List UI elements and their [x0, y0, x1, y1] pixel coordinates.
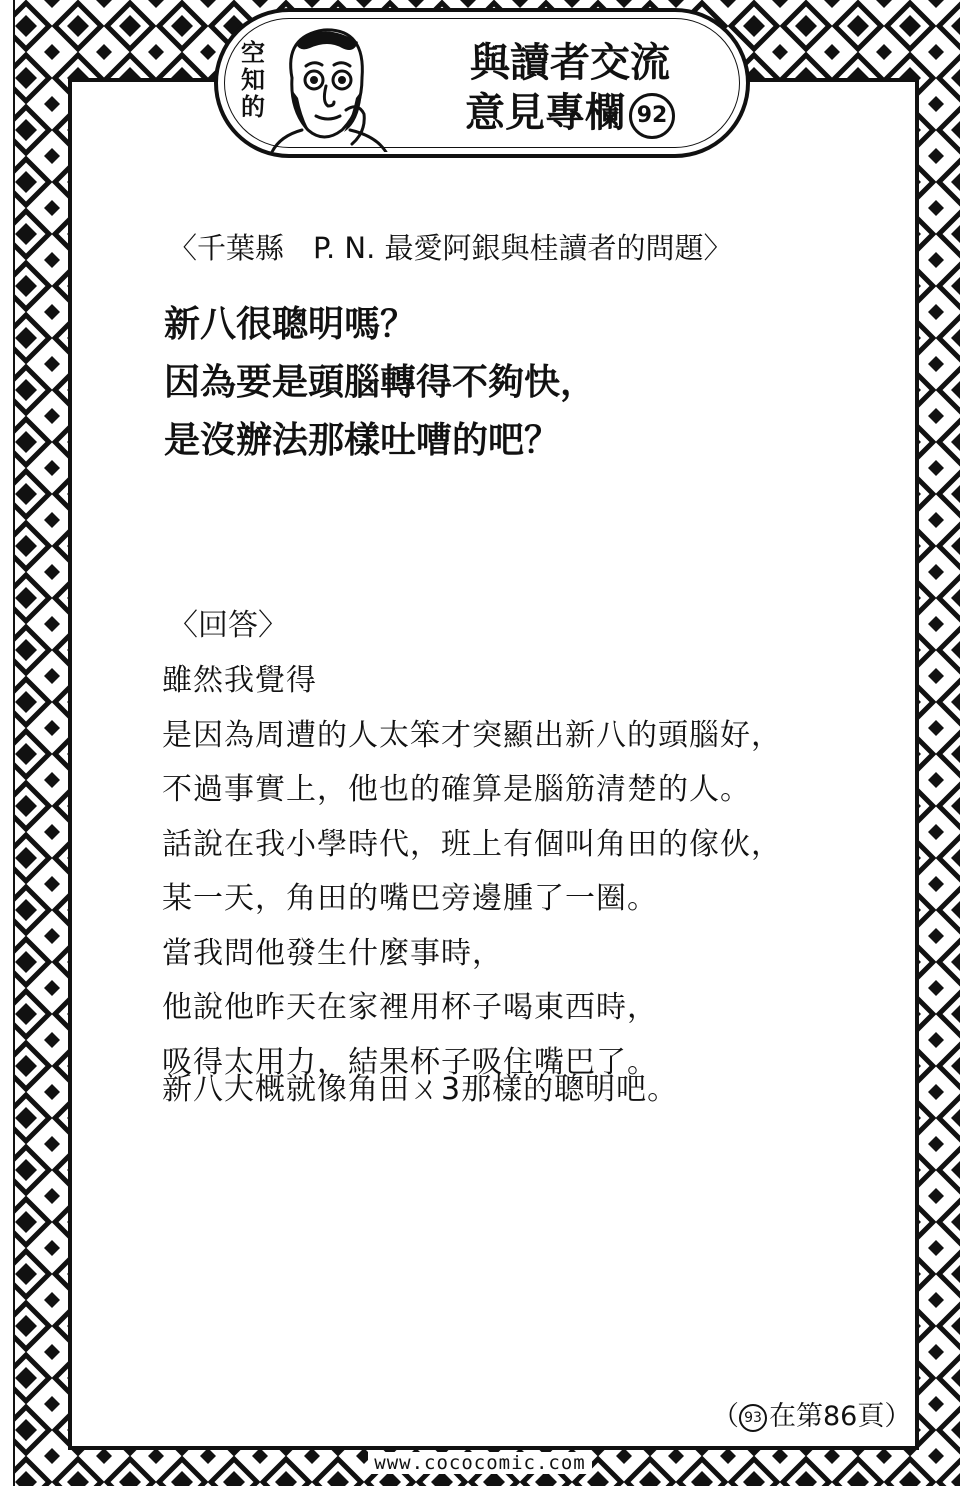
- footnote-number-badge: 93: [739, 1404, 767, 1432]
- reader-source-line: 〈千葉縣 P. N. 最愛阿銀與桂讀者的問題〉: [168, 231, 733, 265]
- answer-closing-line: 新八大概就像角田ㄨ3那樣的聰明吧。: [162, 1072, 679, 1107]
- answer-line: 雖然我覺得: [162, 663, 317, 698]
- question-line: 因為要是頭腦轉得不夠快，: [164, 362, 597, 403]
- column-title-line2-row: [410, 88, 730, 139]
- author-tag-char: 知: [241, 66, 265, 94]
- answer-label: 〈回答〉: [168, 608, 288, 643]
- question-line: 是沒辦法那樣吐嘈的吧？: [164, 420, 561, 461]
- author-caricature-icon: [262, 18, 392, 152]
- question-line: 新八很聰明嗎？: [164, 304, 417, 345]
- answer-line: 是因為周遭的人太笨才突顯出新八的頭腦好，: [162, 717, 782, 753]
- reader-question: [164, 296, 596, 470]
- footnote-close-paren: ）: [884, 1401, 912, 1432]
- footnote-text: 在第86頁: [769, 1401, 885, 1432]
- author-tag-char: 空: [241, 39, 265, 67]
- answer-line: 話說在我小學時代，班上有個叫角田的傢伙，: [162, 826, 782, 862]
- answer-line: 當我問他發生什麼事時，: [162, 935, 503, 971]
- author-answer: [162, 654, 782, 1090]
- answer-line: 不過事實上，他也的確算是腦筋清楚的人。: [162, 772, 751, 807]
- answer-line: 吸得太用力，結果杯子吸住嘴巴了。: [162, 1044, 658, 1080]
- issue-number-badge: 92: [629, 93, 675, 139]
- site-watermark: [0, 1452, 960, 1474]
- site-watermark-text: www.cococomic.com: [368, 1452, 591, 1474]
- author-tag-char: 的: [241, 93, 265, 121]
- answer-line: 某一天，角田的嘴巴旁邊腫了一圈。: [162, 881, 658, 916]
- column-title-line1: 與讀者交流: [470, 40, 670, 86]
- column-title-line2: 意見專欄: [465, 90, 625, 136]
- footnote-open-paren: （: [712, 1401, 739, 1432]
- answer-line: 他說他昨天在家裡用杯子喝東西時，: [162, 990, 658, 1025]
- page-reference-footnote: [712, 1394, 911, 1433]
- column-title: [410, 38, 730, 139]
